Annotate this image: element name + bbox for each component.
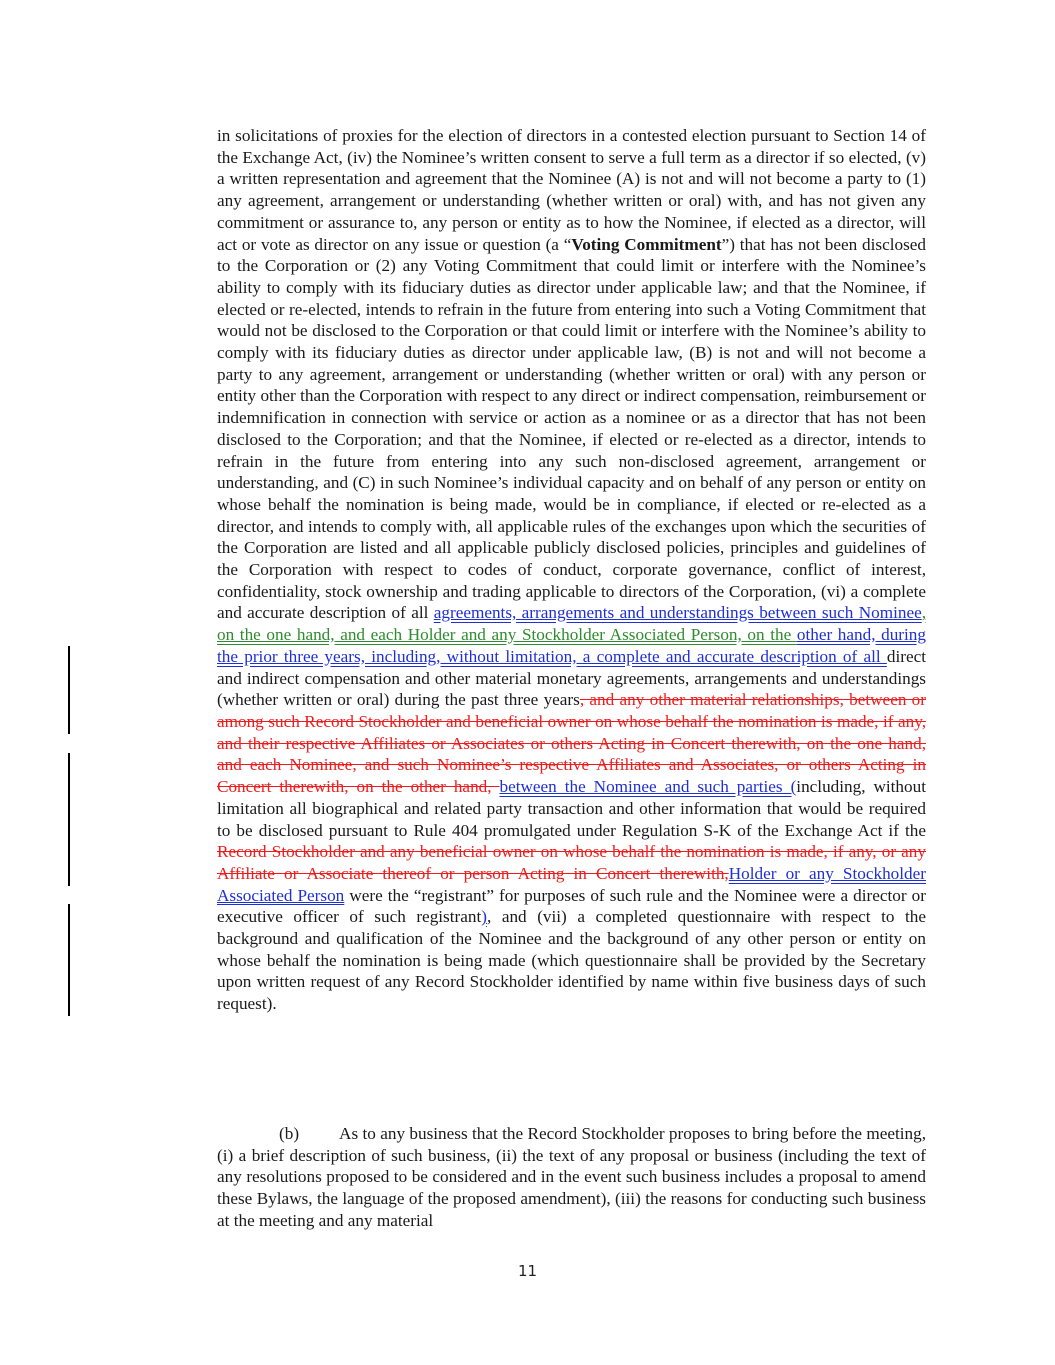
paragraph-b-label: (b) [279,1124,300,1143]
inserted-text: Holder or any Stockholder Associated Person [217,863,926,905]
text-run: , and (vii) a completed questionnaire with respect to the background and qualification of the Nominee and the background of any other person or entity on whose behalf the nomination is being made (which questionnaire shall be provided by the Secretary upon written request of any Record Stockholder identified by name within five business days of such request). [217,907,926,1014]
change-bar [68,646,70,734]
inserted-text-alt: , on the one hand, and each Holder and any Stockholder Associated Person, on the [217,603,927,645]
page-number: 11 [517,1262,538,1280]
deleted-text: Record Stockholder and any beneficial owner on whose behalf the nomination is made, if any, or any Affiliate or Associate thereof or person Acting in Concert therewith, [217,842,926,883]
deleted-text: , and any other material relationships, between or among such Record Stockholder and beneficial owner on whose behalf the nomination is made, if any, and their respective Affiliates or Associates or others Acting in Concert therewith, on the one hand, and each Nominee, and such Nominee’s respective Affiliates and Associates, or others Acting in Concert therewith, on the other hand, [217,690,926,797]
paragraph-b [217,1123,926,1232]
paragraph-a-continued [217,125,926,1015]
text-run: including, without limitation all biographical and related party transaction and other information that would be required to be disclosed pursuant to Rule 404 promulgated under Regulation S-K of the Exchange Act if the [217,777,926,840]
text-run: direct and indirect compensation and other material monetary agreements, arrangements and understandings (whether written or oral) during the past three years [217,646,926,710]
inserted-text: other hand, during the prior three years, including, without limitation, a complete and accurate description of all [217,625,926,666]
text-run: in solicitations of proxies for the election of directors in a contested election pursuant to Section 14 of the Exchange Act, (iv) the Nominee’s written consent to serve a full term as a director if so elected, (v) a written representation and agreement that the Nominee (A) is not and will not become a party to (1) any agreement, arrangement or understanding (whether written or oral) with, and has not given any commitment or assurance to, any person or entity as to how the Nominee, if elected as a director, will act or vote as director on any issue or question (a “ [217,126,926,254]
inserted-text: between the Nominee and such parties ( [499,777,797,797]
change-bar [68,753,70,886]
change-bar [68,904,70,1016]
paragraph-b-text: As to any business that the Record Stockholder proposes to bring before the meeting, (i) a brief description of such business, (ii) the text of any proposal or business (including the text of any resolutions proposed to be considered and in the event such business includes a proposal to amend these Bylaws, the language of the proposed amendment), (iii) the reasons for conducting such business at the meeting and any material [217,1124,926,1230]
text-run: were the “registrant” for purposes of such rule and the Nominee were a director or executive officer of such registrant [217,885,926,927]
inserted-text: agreements, arrangements and understandings between such Nominee [433,603,922,623]
text-run: ”) that has not been disclosed to the Corporation or (2) any Voting Commitment that could limit or interfere with the Nominee’s ability to comply with its fiduciary duties as director under applicable law; and that the Nominee, if elected or re-elected, intends to refrain in the future from entering into such a Voting Commitment that would not be disclosed to the Corporation or that could limit or interfere with the Nominee’s ability to comply with its fiduciary duties as director under applicable law, (B) is not and will not become a party to any agreement, arrangement or understanding (whether written or oral) with any person or entity other than the Corporation with respect to any direct or indirect compensation, reimbursement or indemnification in connection with service or action as a nominee or as a director that has not been disclosed to the Corporation; and that the Nominee, if elected or re-elected as a director, intends to refrain in the future from entering into any such non-disclosed agreement, arrangement or understanding, and (C) in such Nominee’s individual capacity and on behalf of any person or entity on whose behalf the nomination is being made, would be in compliance, if elected or re-elected as a director, and intends to comply with, all applicable rules of the exchanges upon which the securities of the Corporation are listed and all applicable publicly disclosed policies, principles and guidelines of the Corporation with respect to codes of conduct, corporate governance, conflict of interest, confidentiality, stock ownership and trading applicable to directors of the Corporation, (vi) a complete and accurate description of all [217,234,926,623]
defined-term: Voting Commitment [571,234,722,254]
inserted-text: ) [481,907,487,927]
